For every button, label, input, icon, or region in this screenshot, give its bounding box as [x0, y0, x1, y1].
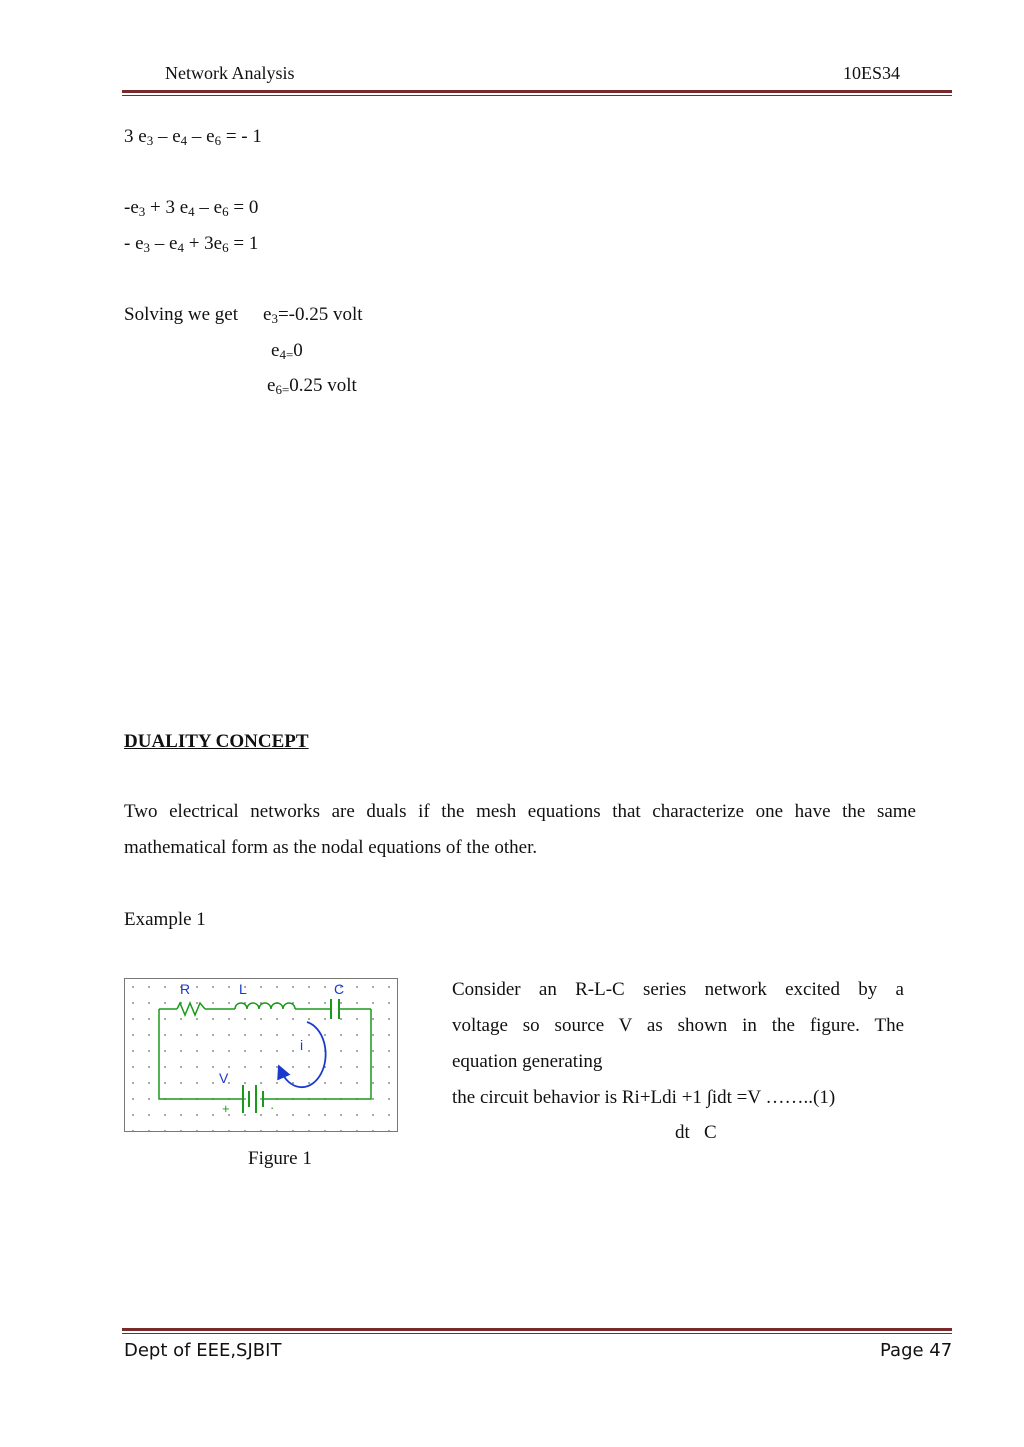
header-title: Network Analysis [165, 63, 295, 83]
equation-3: - $e_3 - e_4 + 3e_6 = 1$ [124, 233, 259, 255]
example-label: Example 1 [124, 909, 206, 930]
solution-prefix: Solving we get [124, 304, 238, 325]
footer-rule-thin [122, 1333, 952, 1334]
solution-e4: $e_{4=}0$ [271, 340, 303, 362]
header-rule [122, 90, 952, 93]
equation-denominators: dt C [675, 1122, 717, 1143]
solution-e6: $e_{6=}0.25$ volt [267, 375, 357, 397]
description-line-3: equation generating [452, 1051, 603, 1072]
equation-1: 3 $e_3 - e_4 - e_6$ = - 1 [124, 126, 262, 148]
header-course-code: 10ES34 [843, 63, 901, 83]
duality-paragraph [124, 794, 916, 866]
rlc-circuit-diagram [125, 979, 397, 1131]
equation-2: $-e_3 + 3$ $e_4 - e_6 = 0$ [124, 197, 259, 219]
description-line-1: Consider an R-L-C series network excited by a [452, 979, 904, 1000]
circuit-description [452, 972, 904, 1116]
capacitor-label: C [334, 981, 345, 997]
footer-department: Dept of EEE,SJBIT [124, 1340, 282, 1361]
current-label: i [300, 1037, 304, 1053]
description-line-2: voltage so source V as shown in the figure. The [452, 1015, 904, 1036]
description-line-4: the circuit behavior is Ri+Ldi +1 ∫idt =V ……..(1) [452, 1087, 836, 1108]
page-number: Page 47 [880, 1340, 953, 1361]
paragraph-line-1: Two electrical networks are duals if the mesh equations that characterize one have the same [124, 801, 916, 822]
header-rule-thin [122, 95, 952, 96]
voltage-label: V [219, 1070, 229, 1086]
paragraph-line-2: mathematical form as the nodal equations of the other. [124, 837, 538, 858]
inductor-label: L [239, 981, 247, 997]
resistor-label: R [180, 981, 191, 997]
figure-caption: Figure 1 [248, 1148, 312, 1169]
battery-plus-label: + [222, 1101, 230, 1116]
battery-minus-dot: · [270, 1100, 275, 1115]
section-heading: DUALITY CONCEPT [124, 731, 309, 752]
solution-e3: $e_3=-0.25$ volt [263, 304, 363, 326]
rlc-circuit-figure [124, 978, 398, 1132]
footer-rule [122, 1328, 952, 1331]
